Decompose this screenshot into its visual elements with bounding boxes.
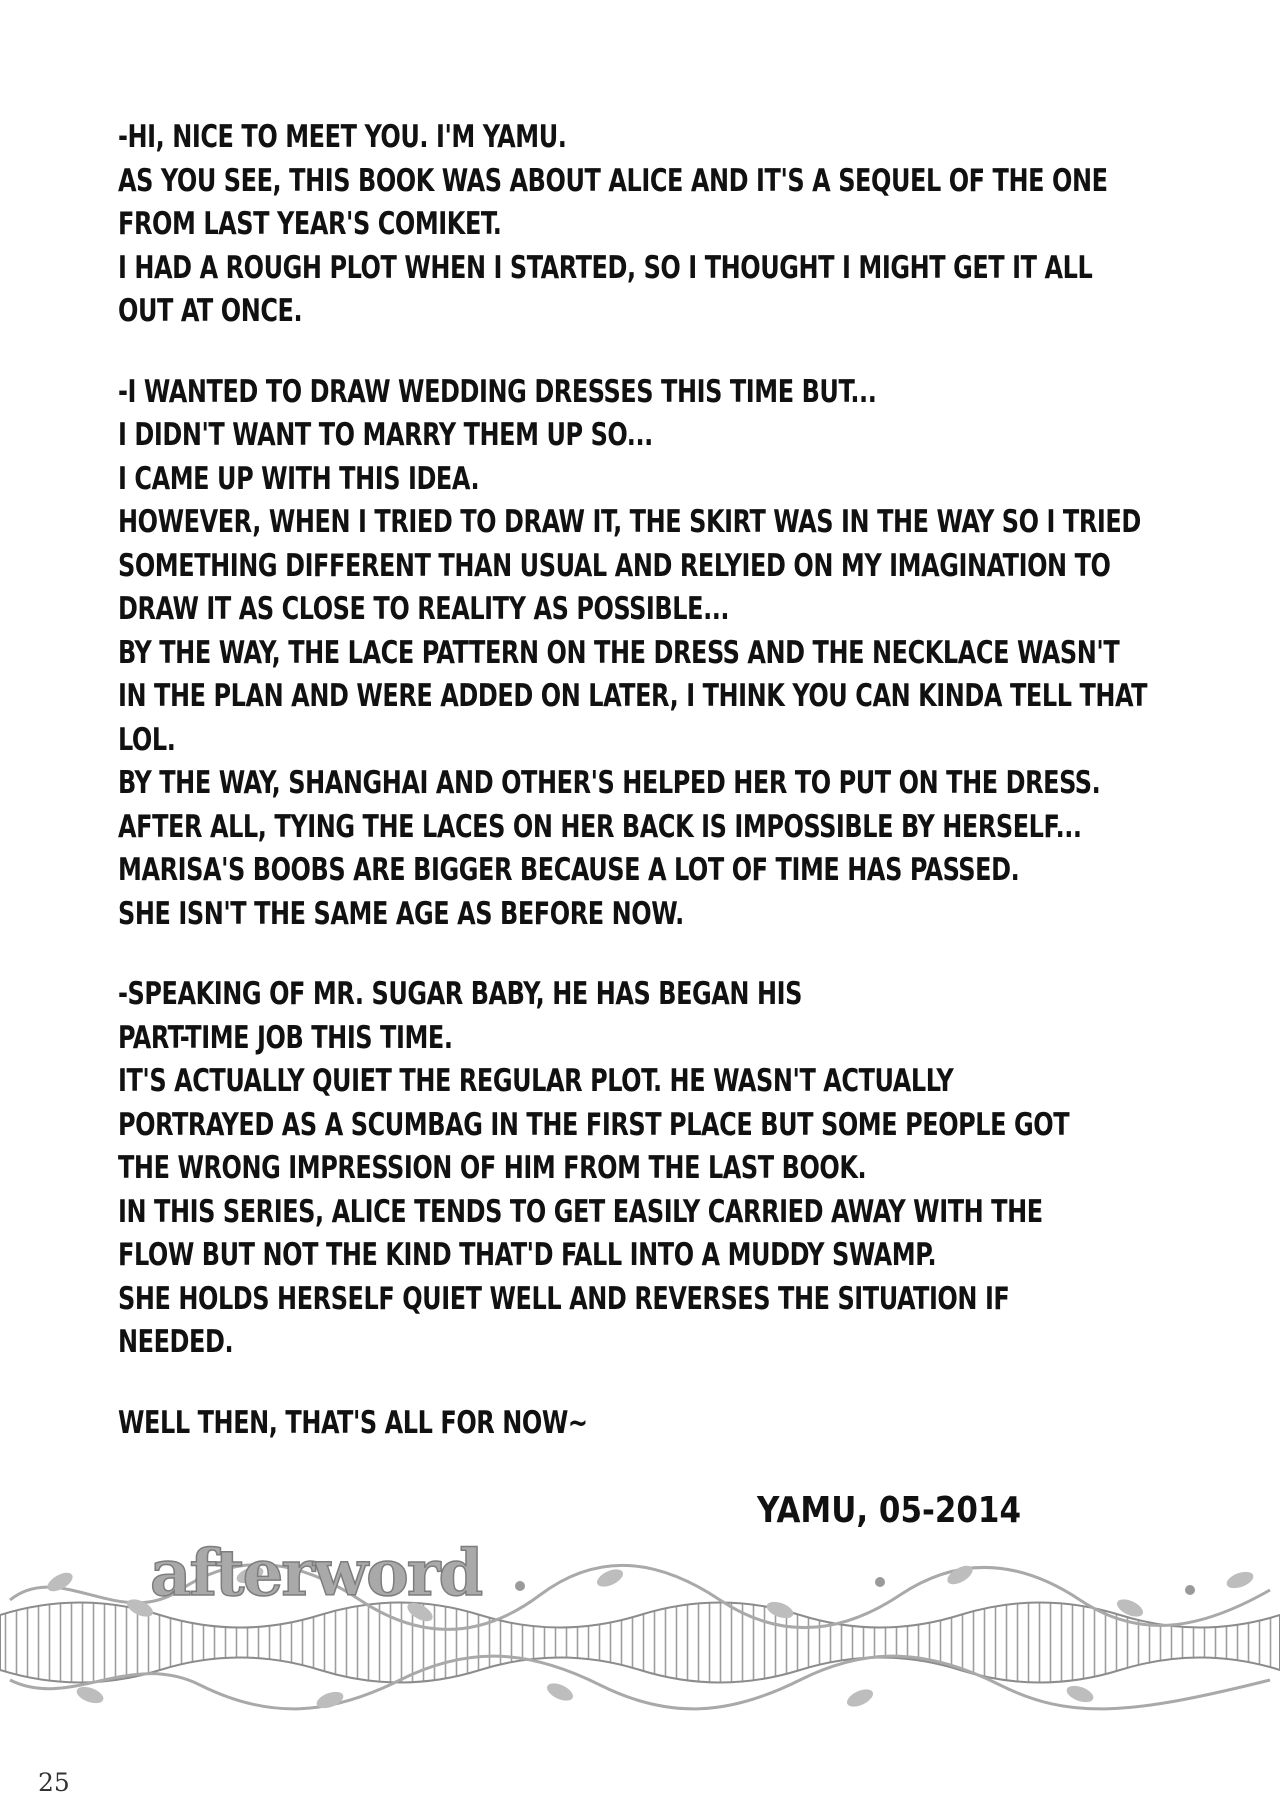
text-line: DRAW IT AS CLOSE TO REALITY AS POSSIBLE... (118, 591, 730, 627)
text-line: MARISA'S BOOBS ARE BIGGER BECAUSE A LOT OF TIME HAS PASSED. (118, 852, 1020, 888)
text-line: AFTER ALL, TYING THE LACES ON HER BACK IS IMPOSSIBLE BY HERSELF... (118, 808, 1082, 845)
text-line: I DIDN'T WANT TO MARRY THEM UP SO... (118, 417, 653, 453)
text-line: LOL. (118, 721, 176, 758)
text-line: IN THE PLAN AND WERE ADDED ON LATER, I THINK YOU CAN KINDA TELL THAT (118, 678, 1148, 714)
text-line: BY THE WAY, THE LACE PATTERN ON THE DRESS AND THE NECKLACE WASN'T (118, 634, 1120, 671)
author-signature: YAMU, 05-2014 (757, 1490, 1022, 1531)
text-line: FROM LAST YEAR'S COMIKET. (118, 206, 502, 242)
banner-title: afterword (150, 1536, 482, 1611)
text-line: -I WANTED TO DRAW WEDDING DRESSES THIS TIME BUT... (118, 373, 877, 410)
text-line: PART-TIME JOB THIS TIME. (118, 1019, 453, 1056)
text-line: IT'S ACTUALLY QUIET THE REGULAR PLOT. HE WASN'T ACTUALLY (118, 1063, 954, 1099)
text-line: WELL THEN, THAT'S ALL FOR NOW~ (118, 1404, 588, 1441)
text-line: FLOW BUT NOT THE KIND THAT'D FALL INTO A MUDDY SWAMP. (118, 1237, 937, 1273)
text-line: SHE HOLDS HERSELF QUIET WELL AND REVERSES THE SITUATION IF (118, 1280, 1010, 1317)
text-line: I CAME UP WITH THIS IDEA. (118, 460, 480, 497)
afterword-body (118, 116, 1148, 1482)
paragraph-sugar-baby (118, 973, 1070, 1365)
page-number: 25 (38, 1768, 70, 1797)
text-line: OUT AT ONCE. (118, 293, 303, 329)
paragraph-closing (118, 1402, 1055, 1446)
text-line: SHE ISN'T THE SAME AGE AS BEFORE NOW. (118, 895, 684, 932)
text-line: PORTRAYED AS A SCUMBAG IN THE FIRST PLACE BUT SOME PEOPLE GOT (118, 1106, 1070, 1143)
afterword-banner (0, 1520, 1280, 1720)
paragraph-intro (118, 116, 1108, 334)
text-line: SOMETHING DIFFERENT THAN USUAL AND RELYIED ON MY IMAGINATION TO (118, 547, 1111, 584)
text-line: NEEDED. (118, 1324, 234, 1360)
text-line: IN THIS SERIES, ALICE TENDS TO GET EASILY CARRIED AWAY WITH THE (118, 1193, 1043, 1230)
text-line: THE WRONG IMPRESSION OF HIM FROM THE LAST BOOK. (118, 1150, 867, 1186)
ribbon-band (0, 1603, 1280, 1683)
paragraph-wedding-dresses (118, 371, 1148, 937)
text-line: HOWEVER, WHEN I TRIED TO DRAW IT, THE SKIRT WAS IN THE WAY SO I TRIED (118, 504, 1141, 540)
text-line: -HI, NICE TO MEET YOU. I'M YAMU. (118, 119, 567, 155)
text-line: AS YOU SEE, THIS BOOK WAS ABOUT ALICE AND IT'S A SEQUEL OF THE ONE (118, 162, 1108, 199)
text-line: -SPEAKING OF MR. SUGAR BABY, HE HAS BEGAN HIS (118, 976, 802, 1012)
text-line: BY THE WAY, SHANGHAI AND OTHER'S HELPED HER TO PUT ON THE DRESS. (118, 765, 1101, 801)
text-line: I HAD A ROUGH PLOT WHEN I STARTED, SO I THOUGHT I MIGHT GET IT ALL (118, 249, 1093, 286)
